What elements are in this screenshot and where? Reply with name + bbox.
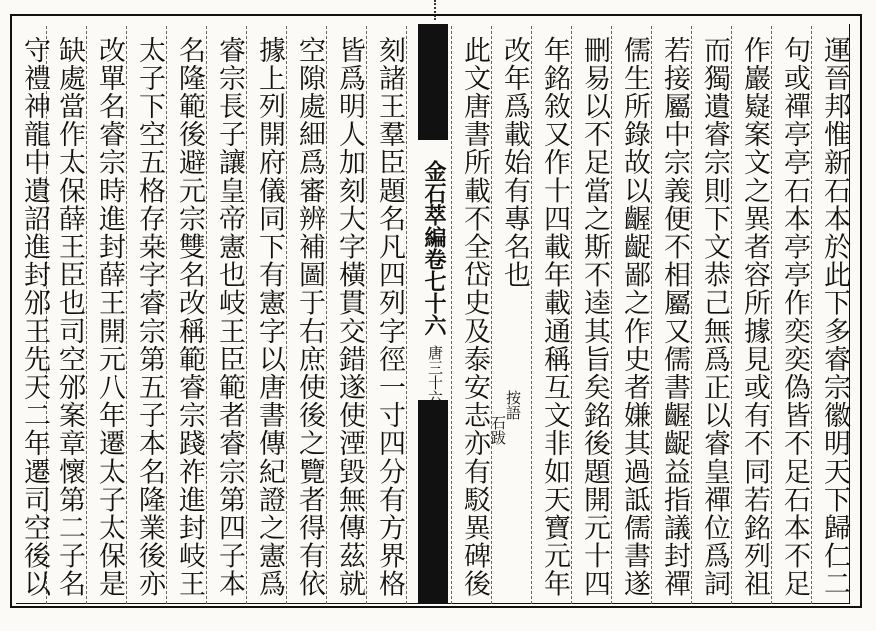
inline-note: 石跋 [489,415,507,445]
text-column: 據上列開府儀同下有憲字以唐書傳紀證之憲爲 [254,36,285,598]
text-column: 改年爲載始有專名也 [499,36,530,289]
text-column: 太子下空五格存桒字睿宗第五子本名隆業後亦 [134,36,165,598]
text-column: 皆爲明人加刻大字橫貫交錯遂使湮毀無傳茲就 [334,36,365,598]
text-column: 運晉邦惟新石本於此下多睿宗徽明天下歸仁二 [819,36,850,598]
text-column: 作巖嶷案文之異者容所據見或有不同若銘列祖 [739,36,770,598]
text-column: 而獨遺睿宗則下文恭己無爲正以睿皇禪位爲詞 [699,36,730,598]
book-section: 唐三十六 [426,345,444,405]
text-column: 缺處當作太保薛王臣也司空邠案章懷第二子名 [54,36,85,598]
book-title: 金石萃編卷七十六 [421,160,447,336]
text-column: 儒生所錄故以齷齪鄙之作史者嫌其過詆儒書遂 [619,36,650,598]
text-column: 刪易以不足當之斯不逵其旨矣銘後題開元十四 [579,36,610,598]
text-column: 句或禪亭亭石本亭亭作奕奕偽皆不足石本不足 [779,36,810,598]
text-column: 若接屬中宗義便不相屬又儒書齷齪益指議封禪 [659,36,690,598]
text-column: 名隆範後避元宗雙名改稱範睿宗踐祚進封岐王 [174,36,205,598]
text-column: 守禮神龍中遺詔進封邠王先天二年遷司空後以 [19,36,50,598]
text-column: 刻諸王羣臣題名凡四列字徑一寸四分有方界格 [374,36,405,598]
text-column: 年銘敘又作十四載年載通稱互文非如天寶元年 [539,36,570,598]
text-column: 此文唐書所載不全岱史及泰安志亦有駁異碑後 [459,36,490,598]
inline-note: 按語 [504,390,522,420]
text-column: 改單名睿宗時進封薛王開元八年遷太子太保是 [94,36,125,598]
text-column: 睿宗長子讓皇帝憲也岐王臣範者睿宗第四子本 [214,36,245,598]
text-column: 空隙處細爲審辨補圖于右庶使後之覽者得有依 [294,36,325,598]
column-rule [451,26,452,604]
